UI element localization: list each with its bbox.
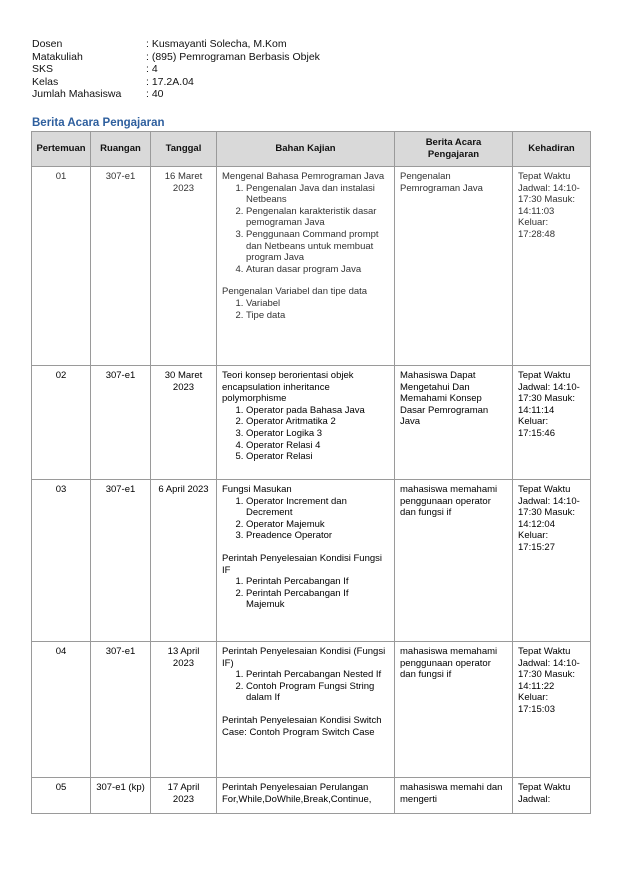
topic-item: 1. Perintah Percabangan If bbox=[246, 576, 389, 588]
info-label: Dosen bbox=[32, 38, 63, 50]
cell-ruangan: 307-e1 bbox=[91, 167, 151, 366]
cell-berita-acara: mahasiswa memahi dan mengerti bbox=[395, 778, 513, 814]
cell-ruangan: 307-e1 bbox=[91, 642, 151, 778]
info-label: Jumlah Mahasiswa bbox=[32, 88, 122, 101]
info-row-sks bbox=[32, 63, 320, 76]
topic-item: 4. Operator Relasi 4 bbox=[246, 440, 389, 452]
cell-ruangan: 307-e1 (kp) bbox=[91, 778, 151, 814]
topic-list bbox=[222, 496, 389, 542]
section-title: Berita Acara Pengajaran bbox=[32, 117, 165, 129]
table-row bbox=[32, 642, 591, 778]
header-pertemuan: Pertemuan bbox=[32, 132, 91, 167]
cell-tanggal: 17 April 2023 bbox=[151, 778, 217, 814]
cell-ruangan: 307-e1 bbox=[91, 366, 151, 480]
topic-title: Perintah Penyelesaian Perulangan For,While,DoWhile,Break,Continue, bbox=[222, 782, 372, 805]
cell-kehadiran: Tepat Waktu Jadwal: bbox=[513, 778, 591, 814]
table-row bbox=[32, 167, 591, 366]
cell-berita-acara: Mahasiswa Dapat Mengetahui Dan Memahami Konsep Dasar Pemrograman Java bbox=[395, 366, 513, 480]
topic-title: Mengenal Bahasa Pemrograman Java bbox=[222, 171, 385, 182]
cell-pertemuan: 05 bbox=[32, 778, 91, 814]
info-value: : (895) Pemrograman Berbasis Objek bbox=[146, 50, 320, 63]
topic-title: Perintah Penyelesaian Kondisi Switch Case: Contoh Program Switch Case bbox=[222, 714, 382, 738]
topic-item: 3. Preadence Operator bbox=[246, 530, 389, 542]
topic-list bbox=[222, 669, 389, 704]
topic-item: 1. Operator pada Bahasa Java bbox=[246, 405, 389, 417]
header-ruangan: Ruangan bbox=[91, 132, 151, 167]
cell-bahan-kajian bbox=[217, 642, 395, 778]
cell-tanggal: 13 April 2023 bbox=[151, 642, 217, 778]
topic-title: Fungsi Masukan bbox=[222, 484, 292, 495]
course-info bbox=[32, 38, 320, 101]
topic-item: 2. Perintah Percabangan If Majemuk bbox=[246, 588, 389, 611]
cell-tanggal: 16 Maret 2023 bbox=[151, 167, 217, 366]
topic-title: Perintah Penyelesaian Kondisi Fungsi IF bbox=[222, 552, 383, 576]
cell-berita-acara: mahasiswa memahami penggunaan operator dan fungsi if bbox=[395, 480, 513, 642]
info-row-jumlah bbox=[32, 88, 320, 101]
cell-kehadiran: Tepat Waktu Jadwal: 14:10-17:30 Masuk: 14:11:03 Keluar: 17:28:48 bbox=[513, 167, 591, 366]
topic-list bbox=[222, 183, 389, 276]
info-value: : 40 bbox=[146, 88, 164, 101]
cell-kehadiran: Tepat Waktu Jadwal: 14:10-17:30 Masuk: 14:11:14 Keluar: 17:15:46 bbox=[513, 366, 591, 480]
cell-kehadiran: Tepat Waktu Jadwal: 14:10-17:30 Masuk: 14:12:04 Keluar: 17:15:27 bbox=[513, 480, 591, 642]
cell-pertemuan: 03 bbox=[32, 480, 91, 642]
topic-list bbox=[222, 576, 389, 611]
cell-tanggal: 30 Maret 2023 bbox=[151, 366, 217, 480]
info-row-kelas bbox=[32, 76, 320, 89]
topic-item: 1. Pengenalan Java dan instalasi Netbeans bbox=[246, 183, 389, 206]
table-row bbox=[32, 480, 591, 642]
table-header-row bbox=[32, 132, 591, 167]
header-kehadiran: Kehadiran bbox=[513, 132, 591, 167]
cell-berita-acara: Pengenalan Pemrograman Java bbox=[395, 167, 513, 366]
topic-item: 5. Operator Relasi bbox=[246, 451, 389, 463]
teaching-report-table bbox=[31, 131, 591, 814]
topic-item: 4. Aturan dasar program Java bbox=[246, 264, 389, 276]
topic-item: 2. Operator Majemuk bbox=[246, 519, 389, 531]
cell-bahan-kajian bbox=[217, 480, 395, 642]
info-label: SKS bbox=[32, 63, 54, 76]
topic-item: 2. Tipe data bbox=[246, 310, 389, 322]
topic-item: 1. Operator Increment dan Decrement bbox=[246, 496, 389, 519]
info-value: : 4 bbox=[146, 63, 158, 76]
info-value: : Kusmayanti Solecha, M.Kom bbox=[146, 38, 287, 50]
topic-item: 2. Pengenalan karakteristik dasar pemograman Java bbox=[246, 206, 389, 229]
topic-item: 2. Contoh Program Fungsi String dalam If bbox=[246, 681, 389, 704]
topic-item: 2. Operator Aritmatika 2 bbox=[246, 416, 389, 428]
topic-item: 1. Variabel bbox=[246, 298, 389, 310]
topic-list bbox=[222, 298, 389, 321]
cell-pertemuan: 01 bbox=[32, 167, 91, 366]
topic-item: 3. Penggunaan Command prompt dan Netbeans untuk membuat program Java bbox=[246, 229, 389, 264]
cell-kehadiran: Tepat Waktu Jadwal: 14:10-17:30 Masuk: 14:11:22 Keluar: 17:15:03 bbox=[513, 642, 591, 778]
cell-berita-acara: mahasiswa memahami penggunaan operator dan fungsi if bbox=[395, 642, 513, 778]
cell-pertemuan: 04 bbox=[32, 642, 91, 778]
info-label: Kelas bbox=[32, 75, 59, 88]
cell-bahan-kajian bbox=[217, 778, 395, 814]
info-row-dosen bbox=[32, 38, 320, 51]
topic-title: Teori konsep berorientasi objek encapsulation inheritance polymorphisme bbox=[222, 370, 354, 405]
header-berita-acara: Berita Acara Pengajaran bbox=[395, 132, 513, 167]
table-row bbox=[32, 778, 591, 814]
header-bahan-kajian: Bahan Kajian bbox=[217, 132, 395, 167]
topic-item: 1. Perintah Percabangan Nested If bbox=[246, 669, 389, 681]
topic-item: 3. Operator Logika 3 bbox=[246, 428, 389, 440]
cell-ruangan: 307-e1 bbox=[91, 480, 151, 642]
cell-bahan-kajian bbox=[217, 167, 395, 366]
info-row-matakuliah bbox=[32, 51, 320, 64]
topic-list bbox=[222, 405, 389, 463]
cell-pertemuan: 02 bbox=[32, 366, 91, 480]
table-row bbox=[32, 366, 591, 480]
header-tanggal: Tanggal bbox=[151, 132, 217, 167]
topic-title: Perintah Penyelesaian Kondisi (Fungsi IF) bbox=[222, 646, 386, 669]
cell-tanggal: 6 April 2023 bbox=[151, 480, 217, 642]
info-label: Matakuliah bbox=[32, 50, 83, 63]
info-value: : 17.2A.04 bbox=[146, 75, 194, 88]
cell-bahan-kajian bbox=[217, 366, 395, 480]
topic-title: Pengenalan Variabel dan tipe data bbox=[222, 286, 368, 298]
